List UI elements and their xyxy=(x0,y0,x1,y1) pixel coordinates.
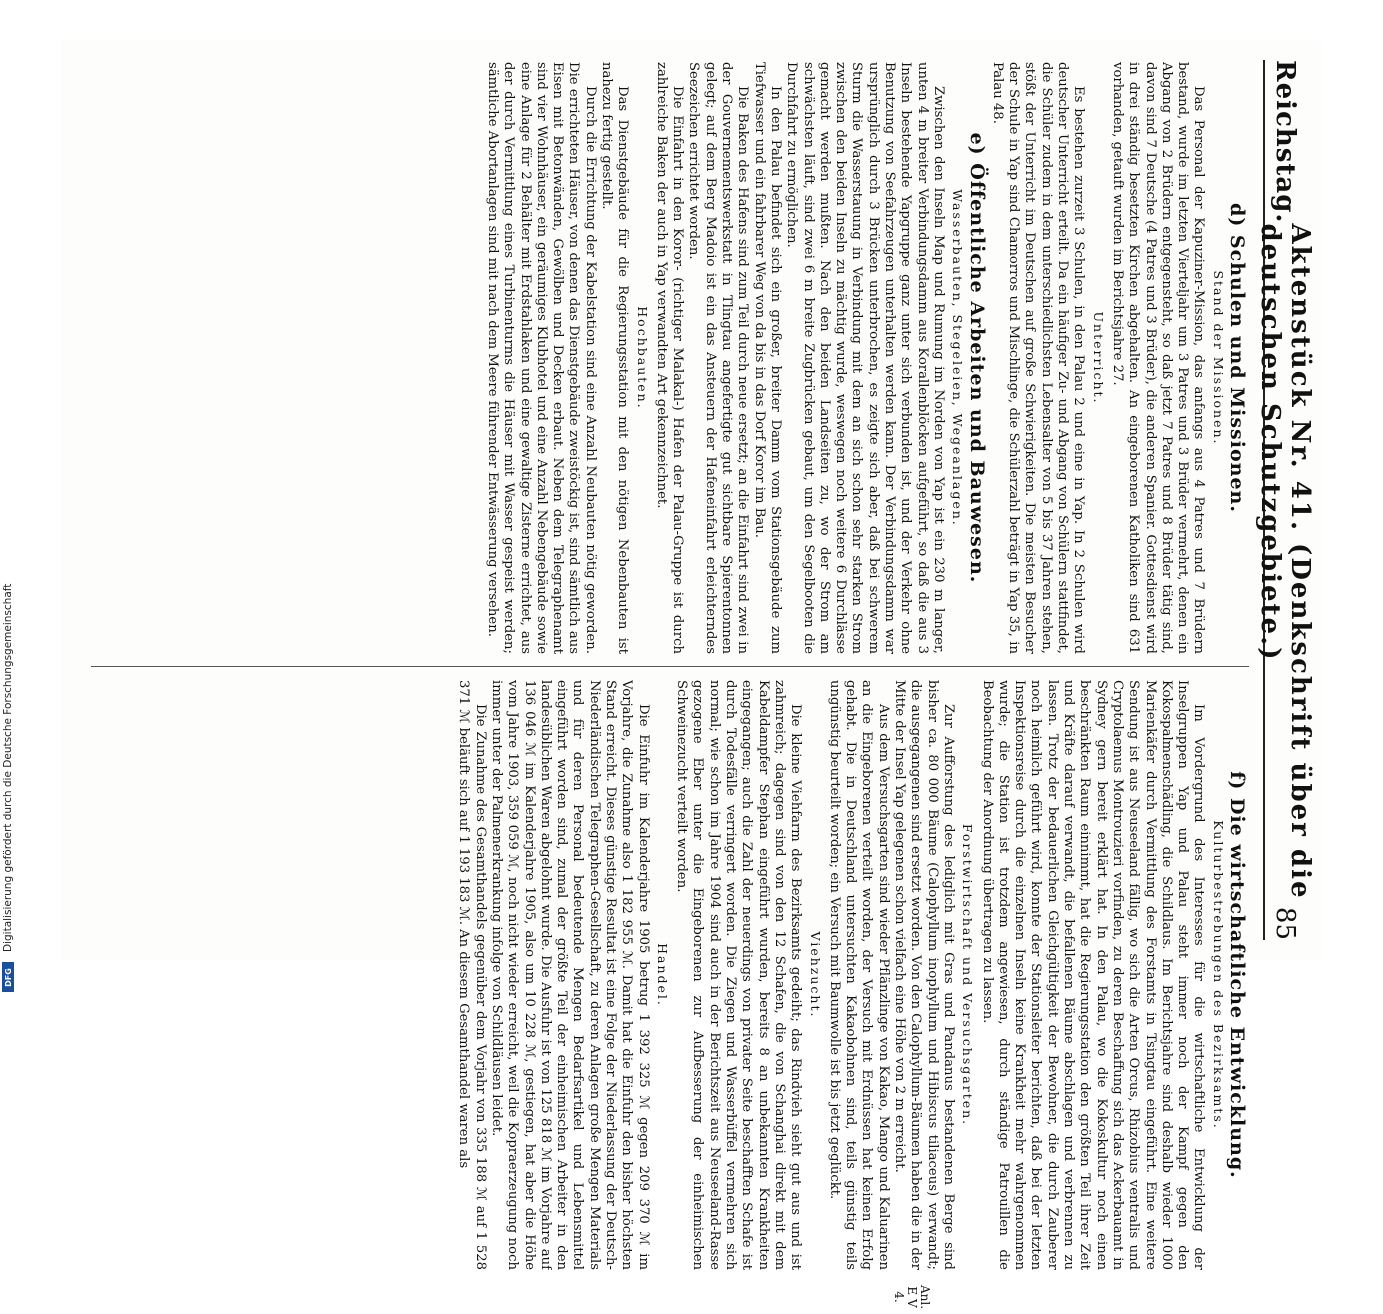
paragraph: Die Baken des Hafens sind zum Teil durch neue ersetzt; an die Einfahrt sind zwei in der Gouvernementswerkstatt in Tlingtau angefertigte gut sichtbare Spierentonnen gelegt; auf dem Berg Madoio ist ein das Ansteuern der Hafeneinfahrt erleichterndes Seezeichen errichtet worden. xyxy=(686,62,751,654)
dfg-logo-icon xyxy=(2,962,14,992)
paragraph: Durch die Errichtung der Kabelstation sind eine Anzahl Neubauten nötig geworden. Die errichteten Häuser, von denen das Dienstgebäude zweistöckig ist, sind sämtlich aus Eisen mit Betonwänden, Gewölben und Decken erbaut. Neben dem Telegraphenamt sind vier Wohnhäuser, ein geräumiges Klubhotel und eine Anzahl Nebengebäude sowie eine Anlage für 2 Behälter mit Erdstahlaken und eine gewaltige Zisterne errichtet, aus der durch Vermittlung eines Turbinenturms die Häuser mit Wasser gespeist werden; sämtliche Abortanlagen sind mit nach dem Meere führender Entwässerung versehen. xyxy=(484,62,598,654)
left-column xyxy=(81,62,1249,654)
subsection-title: Unterricht. xyxy=(1090,311,1106,405)
subsection-title: Wasserbauten, Stegeleien, Wegeanlagen. xyxy=(950,189,966,527)
paragraph: Die Einfuhr im Kalenderjahre 1905 betrug 1 392 325 ℳ gegen 209 370 ℳ im Vorjahre, die Zunahme also 1 182 955 ℳ. Damit hat die Einfuhr den bisher höchsten Stand erreicht. Dieses günstige Resultat ist eine Folge der Niederlassung der Deutsch-Niederländischen Telegraphen-Gesellschaft, zu deren Anlagen große Mengen Materials und für deren Personal bedeutende Mengen Bedarfsartikel und Lebensmittel eingeführt worden sind, zumal der größte Teil der einheimischen Arbeiter in den landesüblichen Waren abgelohnt wurde. Die Ausfuhr ist von 125 818 ℳ im Vorjahre auf 136 046 ℳ im Kalenderjahre 1905, also um 10 228 ℳ, gestiegen, hat aber die Höhe vom Jahre 1903, 359 059 ℳ, noch nicht wieder erreicht, weil die Kopraerzeugung noch immer unter der Palmenerkrankung infolge von Schildläusen leidet. xyxy=(488,680,651,1270)
paragraph: Zur Aufforstung des lediglich mit Gras und Pandanus bestandenen Berge sind bisher ca. 80 000 Bäume (Calophyllum inophyllum und Hibiscus tiliaceus) verwandt; die ausgegangenen sind ersetzt worden. Von den Calophyllum-Bäumen haben die in der Mitte der Insel Yap gelegenen schon vielfach eine Höhe von 2 m erreicht. xyxy=(892,680,956,1270)
subsection-title: Viehzucht. xyxy=(807,931,823,1019)
document-page xyxy=(61,40,1321,1310)
paragraph: In den Palau befindet sich ein großer, breiter Damm vom Stationsgebäude zum Tiefwasser und ein fahrbarer Weg von da bis in das Dorf Koror im Bau. xyxy=(751,62,783,654)
subsection-title: Forstwirtschaft und Versuchsgarten. xyxy=(960,823,976,1127)
subsection-title: Stand der Missionen. xyxy=(1210,270,1226,446)
paragraph: Die kleine Viehfarm des Bezirksamts gedeiht; das Rindvieh sieht gut aus und ist zahmreich; dagegen sind von den 12 Schafen, die von Schanghai direkt mit dem Kabeldampfer Stephan eingeführt wurden, bereits 8 an unbekannten Krankheiten eingegangen; auch die Zahl der neuerdings von privater Seite beschafften Schafe ist durch Todesfälle verringert worden. Die Ziegen und Wasserbüffel vermehren sich normal; wie schon im Jahre 1904 sind auch in der Berichtszeit aus Neuseeland-Rasse gezogene Eber unter die Eingeborenen zur Aufbesserung der einheimischen Schweinezucht verteilt worden. xyxy=(674,680,804,1270)
section-title: e) Öffentliche Arbeiten und Bauwesen. xyxy=(965,132,988,584)
paragraph: Aus dem Versuchsgarten sind wieder Pflänzlinge von Kakao, Mango und Kaluarinen an die Eingeborenen verteilt worden, der Versuch mit Erdnüssen hat keinen Erfolg gehabt. Die in Deutschland untersuchten Kakaobohnen sind, teils günstig teils ungünstig beurteilt worden; ein Versuch mit Baumwolle ist bis jetzt geglückt. xyxy=(826,680,891,1270)
subsection-title: Handel. xyxy=(654,943,670,1007)
paragraph: Das Dienstgebäude für die Regierungsstation mit den nötigen Nebenbauten ist nahezu fertig gestellt. xyxy=(599,62,631,654)
right-column xyxy=(81,680,1249,1270)
paragraph: Das Personal der Kapuziner-Mission, das anfangs aus 4 Patres und 7 Brüdern bestand, wurde im letzten Vierteljahr um 3 Patres und 3 Brüder vermehrt, denen ein Abgang von 2 Brüdern entgegensteht, so daß jetzt 7 Patres und 8 Brüder tätig sind, davon sind 7 Deutsche (4 Patres und 3 Brüder), die anderen Spanier. Gottesdienst wird in drei ständig besetzten Kirchen abgehalten. An eingeborenen Katholiken sind 631 vorhanden, getauft wurden im Berichtsjahre 27. xyxy=(1109,62,1207,654)
page-header xyxy=(1255,60,1315,940)
subsection-title: Hochbauten. xyxy=(634,306,650,410)
dfg-logo-text: DFG xyxy=(3,967,13,987)
paragraph: Im Vordergrund des Interesses für die wirtschaftliche Entwicklung der Inselgruppen Yap und Palau steht immer noch der Kampf gegen den Kokospalmenschädling, die Schildlaus. Im Berichtsjahre sind deshalb wieder 1000 Marienkäfer durch Vermittlung des Forstamts in Tsingtau eingeführt. Eine weitere Sendung ist aus Neuseeland fällig, wo sich die Arten Orcus, Rhizobius ventralis und Cryptolaemus Montrouzieri vorfinden, zu deren Beschaffung sich das Ackerbauamt in Sydney gern bereit erklärt hat. In den Palau, wo die Kokoskultur noch einen beschränkten Raum einnimmt, hat die Regierungsstation den größten Teil ihrer Zeit und Kräfte darauf verwandt, die befallenen Bäume abschlagen und verbrennen zu lassen. Trotz der bedauerlichen Gleichgültigkeit der Bewohner, die durch Zauberer noch heimlich geführt wird, konnte der Stationsleiter berichten, daß bei der letzten Inspektionsreise durch die einzelnen Inseln keine Krankheit mehr wahrgenommen wurde; die Station ist trotzdem angewiesen, durch ständige Patrouillen die Beobachtung der Anordnung übertragen zu lassen. xyxy=(979,680,1207,1270)
paragraph: Zwischen den Inseln Map und Rumung im Norden von Yap ist ein 230 m langer, unten 4 m breiter Verbindungsdamm aus Korallenblöcken aufgeführt, so daß die aus 3 Inseln bestehende Yapgruppe ganz unter sich verbunden ist, und der Verkehr ohne Benutzung von Seefahrzeugen unterhalten werden kann. Der Verbindungsdamm war ursprünglich durch 3 Brücken unterbrochen, es zeigte sich aber, daß bei schwerem Sturm die Wasserstauung in Verbindung mit dem an sich schon sehr starken Strom zwischen den beiden Inseln zu mächtig wurde, weswegen noch weitere 6 Durchlässe gemacht werden mußten. Nach den beiden Landseiten zu, wo der Strom am schwächsten läuft, sind zwei 6 m breite Zugbrücken gebaut, um den Segelbooten die Durchfahrt zu ermöglichen. xyxy=(784,62,946,654)
section-title: f) Die wirtschaftliche Entwicklung. xyxy=(1226,771,1248,1179)
digitization-credit: Digitalisierung gefördert durch die Deutsche Forschungsgemeinschaft xyxy=(2,583,14,952)
header-left: Reichstag. xyxy=(1270,60,1300,224)
margin-note: Anl. E V 4. xyxy=(892,1284,932,1310)
paragraph: Die Einfahrt in den Koror- (richtiger Malakal-) Hafen der Palau-Gruppe ist durch zahlreiche Baken der auch in Yap verwandten Art gekennzeichnet. xyxy=(653,62,686,654)
header-title: Aktenstück Nr. 41. (Denkschrift über die deutschen Schutzgebiete.) xyxy=(1255,223,1315,900)
column-divider xyxy=(91,666,1249,667)
subsection-title: Kulturbestrebungen des Bezirksamts. xyxy=(1210,820,1226,1130)
section-title: d) Schulen und Missionen. xyxy=(1226,203,1248,513)
page-number: 85 xyxy=(1270,906,1300,940)
paragraph: Es bestehen zurzeit 3 Schulen, in den Palau 2 und eine in Yap. In 2 Schulen wird deutscher Unterricht erteilt. Da ein häufiger Zu- und Abgang von Schülern stattfindet, die Schüler zudem in dem unterschiedlichsten Lebensalter von 5 bis 37 Jahren stehen, stößt der Unterricht im Deutschen auf große Schwierigkeiten. Die meisten Besucher der Schule in Yap sind Chamorros und Mischlinge, die Schülerzahl beträgt in Yap 35, in Palau 48. xyxy=(989,62,1087,654)
paragraph: Die Zunahme des Gesamthandels gegenüber dem Vorjahr von 335 188 ℳ auf 1 528 371 ℳ beläuft sich auf 1 193 183 ℳ. An diesem Gesamthandel waren als xyxy=(456,680,488,1270)
